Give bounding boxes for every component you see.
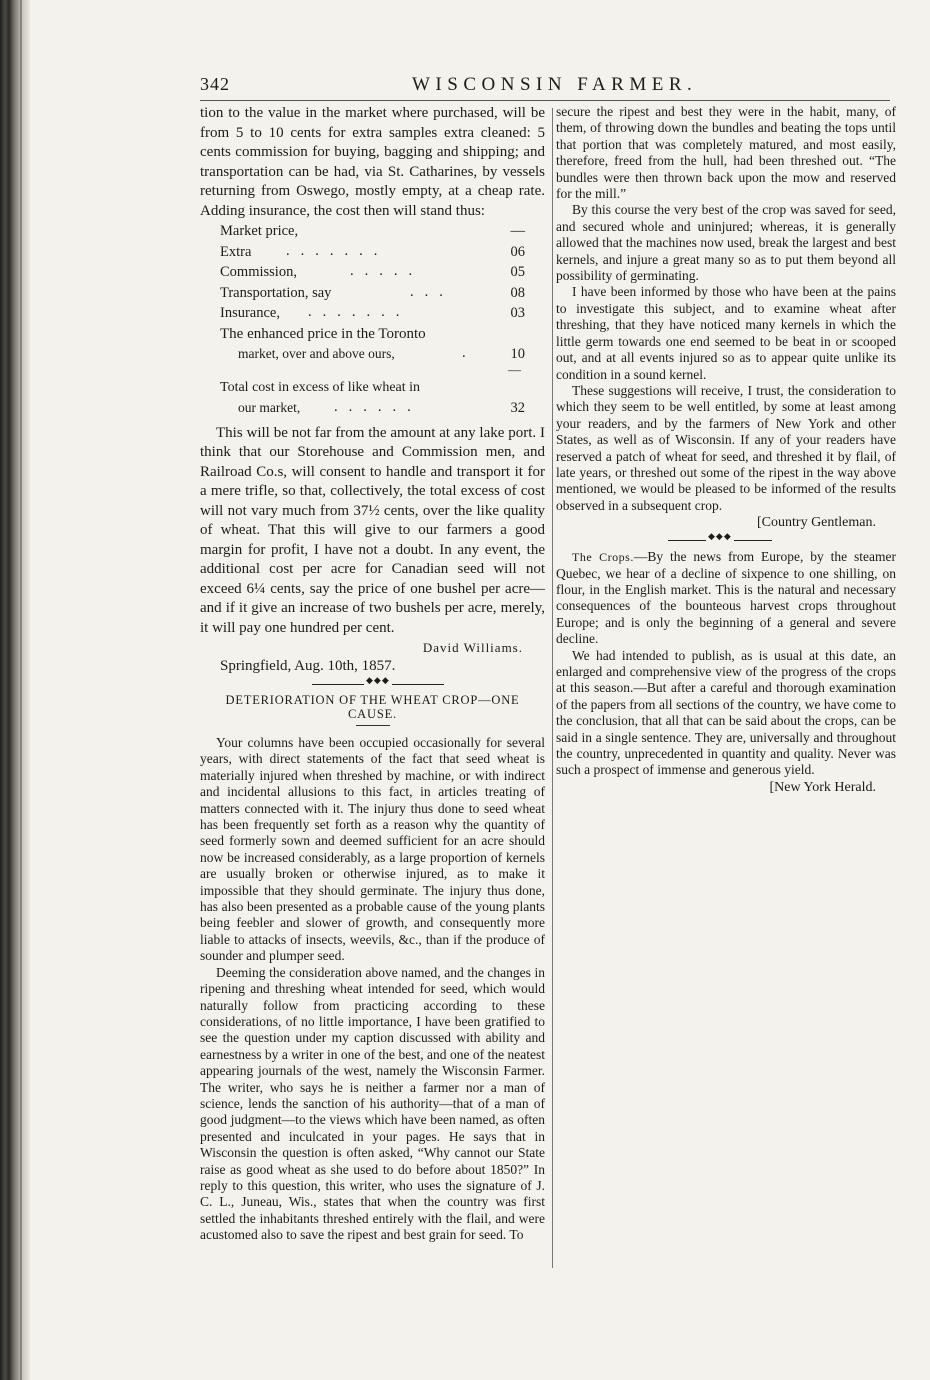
leader-dots: .......: [286, 242, 389, 259]
cost-label: Market price,: [220, 223, 299, 239]
cost-row-market-price: [200, 223, 545, 244]
ornament-rule-right: [392, 684, 444, 685]
crops-lead-in: The Crops.: [572, 550, 634, 565]
headline-rule: [356, 725, 390, 726]
cost-label: our market,: [238, 400, 301, 415]
cost-row-extra: [200, 244, 545, 265]
cost-label: Commission,: [220, 264, 297, 280]
cost-value: 06: [510, 243, 525, 260]
article-paragraph: By this course the very best of the crop was saved for seed, and secured whole and uninjured; whereas, it is generally allowed that the machines now used, break the largest and best kernels, and injure a great many so as to put them beyond all possibility of germinating.: [556, 202, 896, 284]
sum-mark-glyph: —: [508, 362, 521, 377]
crops-paragraph: We had intended to publish, as is usual at this date, an enlarged and comprehensive view of the progress of the crops at this season.—But after a careful and thorough examination of the papers from all sections of the country, we have come to the conclusion, that all that can be said about the crops, can be said in a single sentence. They are, universally and throughout the country, unprecedented in quantity and quality. Never was such a prospect of immense and generous yield.: [556, 647, 896, 778]
author-signature: David Williams.: [422, 640, 523, 655]
article-paragraph: I have been informed by those who have been at the pains to investigate this subject, and to examine wheat after threshing, that they have noticed many kernels in which the little germ towards one end seemed to be beat in or scooped out, and at all events injured so as to appear quite unlike its condition in a sound kernel.: [556, 284, 896, 382]
leader-dots: .....: [350, 263, 424, 279]
article-paragraph-continued: secure the ripest and best they were in the habit, many, of them, of throwing down the bundles and beating the tops until that portion that was completely matured, and most easily, therefore, freed from the hull, had been threshed out. “The bundles were then thrown back upon the mow and reserved for the mill.”: [556, 104, 896, 202]
ornament-glyph: ◆◆◆: [366, 675, 390, 685]
section-ornament-divider: [556, 531, 896, 547]
cost-value: 05: [510, 264, 525, 280]
crops-paragraph: [556, 549, 896, 647]
article-paragraph: Your columns have been occupied occasionally for several years, with direct statements of the fact that seed wheat is materially injured when threshed by machine, or with indirect and incidental allusions to this fact, in articles treating of matters connected with it. The injury thus done to seed wheat has been frequently set forth as a reason why the quantity of seed formerly sown and deemed sufficient for an acre should now be increased considerably, as a large proportion of kernels are usually broken or otherwise injured, as to make it impossible that they should germinate. The injury thus done, has also been presented as a probable cause of the young plants being feebler and slower of growth, and consequently more liable to attacks of insects, weevils, &c., than if the produce of sounder and plumper seed.: [200, 735, 545, 964]
ornament-rule-left: [312, 684, 364, 685]
running-head: [200, 74, 900, 100]
header-rule: [200, 100, 890, 101]
enhanced-price-line: The enhanced price in the Toronto: [220, 325, 426, 342]
leader-dots: ......: [334, 399, 422, 415]
journal-title: WISCONSIN FARMER.: [412, 74, 698, 95]
left-column: [200, 104, 545, 1244]
ornament-rule-right: [734, 540, 772, 541]
cost-row-transportation: [200, 285, 545, 306]
leader-dots: ...: [410, 283, 454, 300]
cost-value: 10: [510, 345, 525, 362]
cost-intro-paragraph: tion to the value in the market where purchased, will be from 5 to 10 cents for extra samples extra cleaned: 5 cents commission for buying, bagging and shipping; and transportation can be had, via St. Catharines, by vessels returning from Oswego, mostly empty, at a cheap rate. Adding insurance, the cost then will stand thus:: [200, 105, 545, 219]
ornament-glyph: ◆◆◆: [708, 531, 732, 542]
cost-label: Insurance,: [220, 305, 280, 321]
cost-conclusion-paragraph: This will be not far from the amount at any lake port. I think that our Storehouse and Commission men, and Railroad Co.s, will consent to handle and transport it for a mere trifle, so that, collectively, the total excess of cost will not vary much from 37½ cents, over the like quality of wheat. That this will give to our farmers a good margin for profit, I have not a doubt. In any event, the additional cost per acre for Canadian seed will not exceed 6¼ cents, say the price of one bushel per acre—and if it give an increase of two bushels per acre, merely, it will pay one hundred per cent.: [200, 424, 545, 636]
column-divider-rule: [552, 108, 553, 1268]
dateline: Springfield, Aug. 10th, 1857.: [220, 658, 396, 674]
cost-label: Extra: [220, 243, 252, 260]
article-headline: DETERIORATION OF THE WHEAT CROP—ONE CAUSE.: [225, 693, 520, 721]
leader-dots: .......: [308, 304, 411, 320]
cost-row-enhanced-price: [200, 346, 545, 367]
cost-value: 32: [510, 400, 525, 416]
source-credit: [New York Herald.: [769, 779, 876, 795]
ornament-rule-left: [668, 540, 706, 541]
sum-mark: [200, 362, 545, 380]
article-paragraph: Deeming the consideration above named, and the changes in ripening and threshing wheat intended for seed, which would naturally follow from practicing according to these considerations, of no little importance, I have been gratified to see the question under my caption discussed with ability and earnestness by a writer in one of the best, and one of the neatest appearing journals of the west, namely the Wisconsin Farmer. The writer, who says he is neither a farmer nor a man of science, lends the sanction of his authority—that of a man of good judgment—to the views which have been named, as often presented and inculcated in your pages. He says that in Wisconsin the question is often asked, “Why cannot our State raise as good wheat as she used to do before about 1850?” In reply to this question, this writer, who uses the signature of J. C. L., Juneau, Wis., states that when the country was first settled the inhabitants threshed entirely with the flail, and were acustomed also to save the ripest and best grain for seed. To: [200, 964, 545, 1243]
source-credit: [Country Gentleman.: [757, 515, 876, 531]
crops-text: —By the news from Europe, by the steamer Quebec, we hear of a decline of sixpence to one shilling, on flour, in the English market. This is the natural and necessary consequences of the bounteous harvest crops throughout Europe; and is only the beginning of a general and severe decline.: [556, 549, 897, 647]
cost-value: 08: [510, 284, 525, 301]
page-number: 342: [200, 74, 230, 94]
total-cost-line: Total cost in excess of like wheat in: [220, 380, 421, 395]
article-paragraph: These suggestions will receive, I trust, the consideration to which they seem to be well entitled, by some at least among your readers, and by the farmers of New York and other States, as well as of Wisconsin. If any of your readers have reserved a patch of wheat for seed, and threshed it by flail, of late years, or threshed out some of the ripest in the way above mentioned, we would be pleased to be informed of the results observed in a subsequent crop.: [556, 382, 896, 513]
leader-dots: .: [462, 344, 477, 361]
cost-label: Transportation, say: [220, 284, 332, 301]
section-ornament-divider: [200, 675, 545, 691]
right-column: [556, 104, 896, 796]
cost-value: 03: [510, 305, 525, 321]
cost-table: [200, 223, 545, 421]
cost-label: market, over and above ours,: [238, 345, 395, 361]
cost-value: —: [510, 223, 525, 239]
cost-row-insurance: [200, 305, 545, 326]
cost-row-commission: [200, 264, 545, 285]
cost-row-total: [200, 400, 545, 421]
